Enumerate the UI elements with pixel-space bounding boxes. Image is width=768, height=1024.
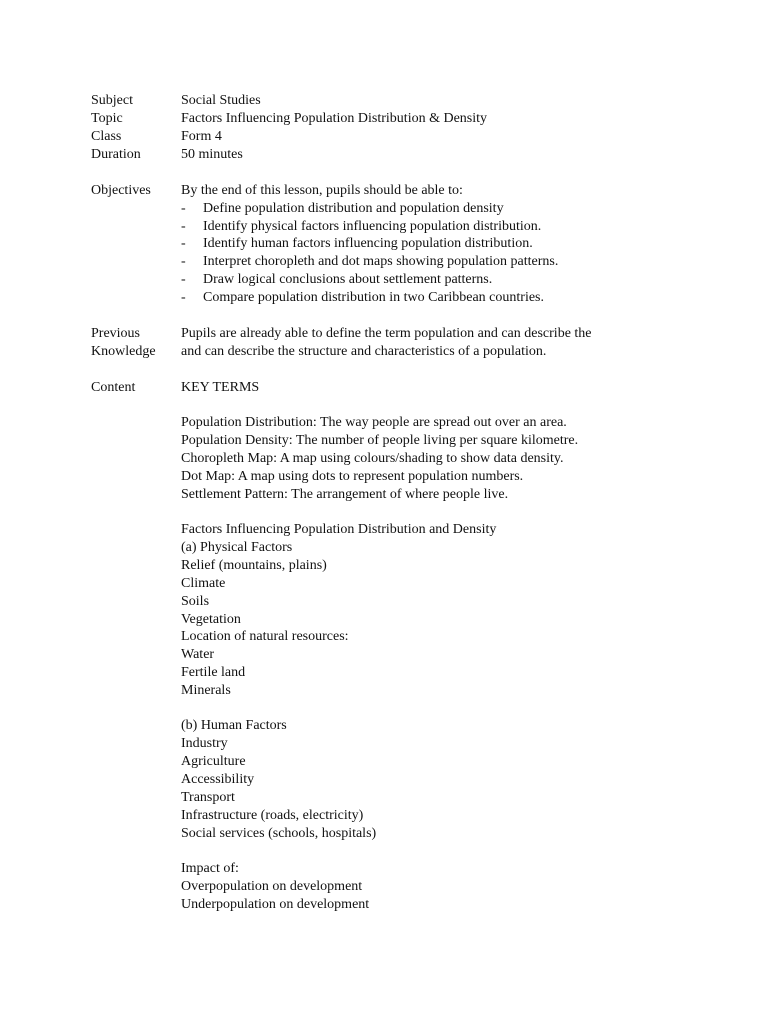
physical-factor: Minerals bbox=[181, 683, 231, 698]
list-item bbox=[91, 789, 731, 807]
factors-heading-row bbox=[91, 521, 731, 539]
duration-value: 50 minutes bbox=[181, 147, 243, 162]
key-term-text: Settlement Pattern: The arrangement of where people live. bbox=[181, 487, 509, 502]
previous-knowledge-row bbox=[91, 343, 731, 361]
bullet-dash: - bbox=[181, 236, 186, 251]
physical-factor: Water bbox=[181, 647, 215, 662]
physical-factor: Location of natural resources: bbox=[181, 629, 349, 644]
class-row bbox=[91, 128, 731, 146]
key-term bbox=[91, 432, 731, 450]
objective-text: Identify physical factors influencing population distribution. bbox=[203, 219, 542, 234]
human-factors-heading-row bbox=[91, 717, 731, 735]
topic-value: Factors Influencing Population Distribution & Density bbox=[181, 111, 488, 126]
list-item bbox=[91, 771, 731, 789]
previous-knowledge-text: Pupils are already able to define the term population and can describe the bbox=[181, 326, 592, 341]
list-item bbox=[91, 628, 731, 646]
objective-text: Compare population distribution in two Caribbean countries. bbox=[203, 290, 544, 305]
physical-factor: Soils bbox=[181, 594, 210, 609]
list-item bbox=[91, 735, 731, 753]
impact-heading-row bbox=[91, 860, 731, 878]
list-item bbox=[91, 878, 731, 896]
duration-label: Duration bbox=[91, 147, 141, 162]
list-item bbox=[91, 557, 731, 575]
list-item bbox=[91, 575, 731, 593]
objectives-row bbox=[91, 182, 731, 200]
bullet-dash: - bbox=[181, 254, 186, 269]
previous-knowledge-text: and can describe the structure and characteristics of a population. bbox=[181, 344, 547, 359]
objectives-intro: By the end of this lesson, pupils should be able to: bbox=[181, 183, 463, 198]
objective-text: Interpret choropleth and dot maps showing population patterns. bbox=[203, 254, 559, 269]
topic-row bbox=[91, 110, 731, 128]
objective-item bbox=[91, 289, 731, 307]
subject-row bbox=[91, 92, 731, 110]
bullet-dash: - bbox=[181, 219, 186, 234]
human-factor: Infrastructure (roads, electricity) bbox=[181, 808, 364, 823]
class-value: Form 4 bbox=[181, 129, 222, 144]
human-factor: Industry bbox=[181, 736, 228, 751]
list-item bbox=[91, 646, 731, 664]
physical-factor: Fertile land bbox=[181, 665, 246, 680]
human-factor: Accessibility bbox=[181, 772, 255, 787]
bullet-dash: - bbox=[181, 201, 186, 216]
objective-text: Draw logical conclusions about settlement patterns. bbox=[203, 272, 493, 287]
objective-item bbox=[91, 271, 731, 289]
previous-label: Previous bbox=[91, 326, 140, 341]
key-term bbox=[91, 468, 731, 486]
objectives-label: Objectives bbox=[91, 183, 151, 198]
list-item bbox=[91, 753, 731, 771]
subject-label: Subject bbox=[91, 93, 133, 108]
class-label: Class bbox=[91, 129, 122, 144]
key-term bbox=[91, 414, 731, 432]
impact-item: Underpopulation on development bbox=[181, 897, 370, 912]
bullet-dash: - bbox=[181, 272, 186, 287]
key-term bbox=[91, 450, 731, 468]
content-row bbox=[91, 379, 731, 397]
duration-row bbox=[91, 146, 731, 164]
key-term bbox=[91, 486, 731, 504]
human-factor: Social services (schools, hospitals) bbox=[181, 826, 377, 841]
list-item bbox=[91, 611, 731, 629]
previous-knowledge-row bbox=[91, 325, 731, 343]
physical-factors-heading-row bbox=[91, 539, 731, 557]
physical-factor: Vegetation bbox=[181, 612, 241, 627]
key-term-text: Dot Map: A map using dots to represent population numbers. bbox=[181, 469, 524, 484]
list-item bbox=[91, 807, 731, 825]
objective-item bbox=[91, 200, 731, 218]
factors-heading: Factors Influencing Population Distribution and Density bbox=[181, 522, 497, 537]
list-item bbox=[91, 825, 731, 843]
key-terms-heading: KEY TERMS bbox=[181, 380, 260, 395]
key-term-text: Choropleth Map: A map using colours/shading to show data density. bbox=[181, 451, 564, 466]
physical-factors-heading: (a) Physical Factors bbox=[181, 540, 293, 555]
subject-value: Social Studies bbox=[181, 93, 261, 108]
key-term-text: Population Distribution: The way people are spread out over an area. bbox=[181, 415, 567, 430]
objective-item bbox=[91, 218, 731, 236]
objective-item bbox=[91, 235, 731, 253]
impact-item: Overpopulation on development bbox=[181, 879, 363, 894]
human-factors-heading: (b) Human Factors bbox=[181, 718, 287, 733]
content-label: Content bbox=[91, 380, 136, 395]
list-item bbox=[91, 682, 731, 700]
objective-text: Define population distribution and population density bbox=[203, 201, 504, 216]
human-factor: Agriculture bbox=[181, 754, 246, 769]
objective-text: Identify human factors influencing population distribution. bbox=[203, 236, 533, 251]
impact-heading: Impact of: bbox=[181, 861, 239, 876]
physical-factor: Relief (mountains, plains) bbox=[181, 558, 327, 573]
objective-item bbox=[91, 253, 731, 271]
topic-label: Topic bbox=[91, 111, 123, 126]
physical-factor: Climate bbox=[181, 576, 226, 591]
list-item bbox=[91, 593, 731, 611]
list-item bbox=[91, 664, 731, 682]
knowledge-label: Knowledge bbox=[91, 344, 156, 359]
bullet-dash: - bbox=[181, 290, 186, 305]
key-term-text: Population Density: The number of people living per square kilometre. bbox=[181, 433, 579, 448]
list-item bbox=[91, 896, 731, 914]
human-factor: Transport bbox=[181, 790, 235, 805]
